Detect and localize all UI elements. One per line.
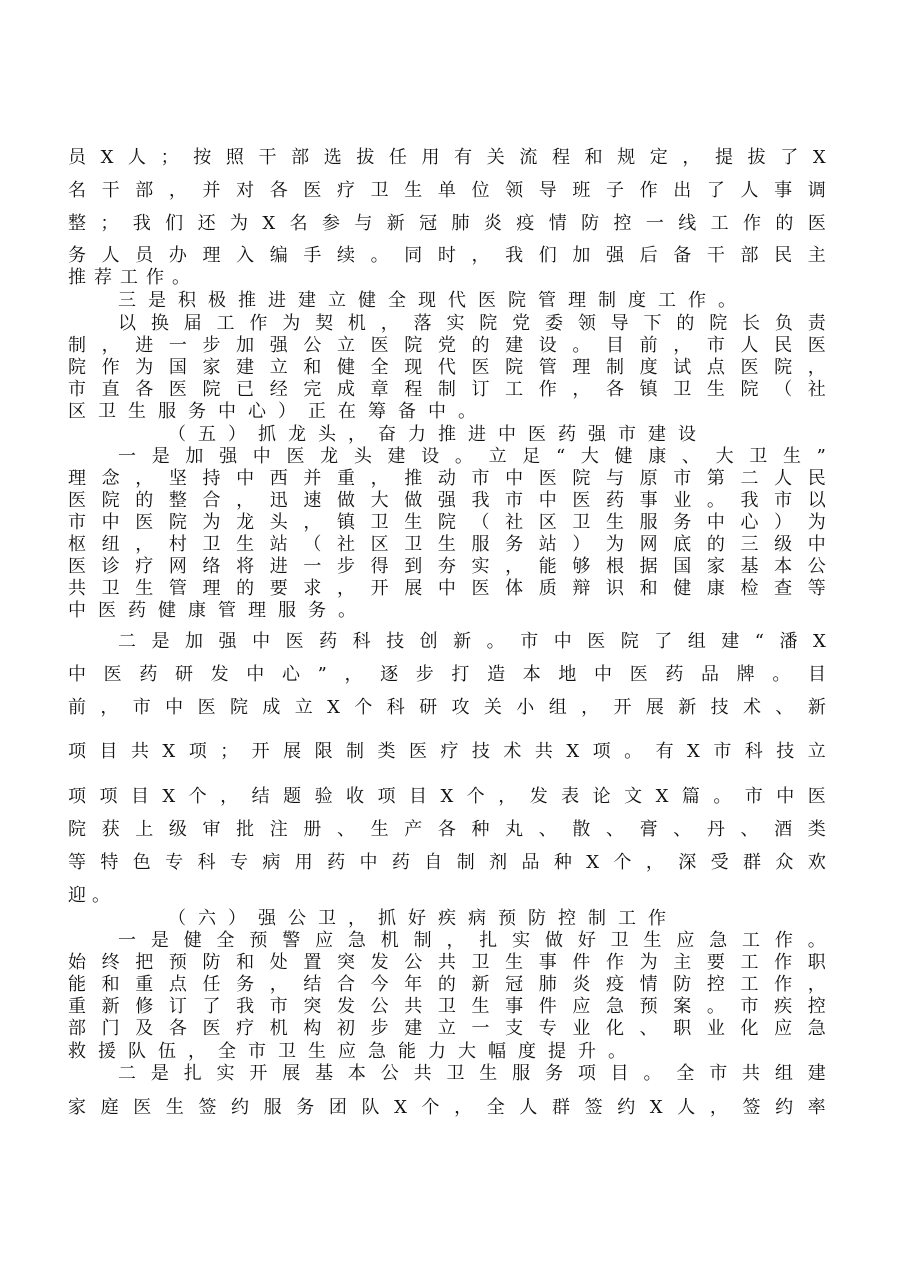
text-line: 二 是 加 强 中 医 药 科 技 创 新 。 市 中 医 院 了 组 建 “ 潘 X (118, 631, 826, 652)
text-line: 市 中 医 院 为 龙 头 ， 镇 卫 生 院 （ 社 区 卫 生 服 务 中 心 ） 为 (68, 512, 826, 533)
text-line: （ 五 ） 抓 龙 头 ， 奋 力 推 进 中 医 药 强 市 建 设 (168, 424, 696, 445)
text-line: 理 念 ， 坚 持 中 西 并 重 ， 推 动 市 中 医 院 与 原 市 第 二 人 民 (68, 468, 826, 489)
text-line: 等 特 色 专 科 专 病 用 药 中 药 自 制 剂 品 种 X 个 ， 深 受 群 众 欢 (68, 852, 826, 873)
text-line: 能 和 重 点 任 务 ， 结 合 今 年 的 新 冠 肺 炎 疫 情 防 控 工 作 ， (68, 974, 826, 995)
text-line: 迎 。 (68, 885, 110, 906)
text-line: 院 获 上 级 审 批 注 册 、 生 产 各 种 丸 、 散 、 膏 、 丹 、 酒 类 (68, 819, 826, 840)
text-line: 医 院 的 整 合 ， 迅 速 做 大 做 强 我 市 中 医 药 事 业 。 我 市 以 (68, 490, 826, 511)
text-line: 一 是 加 强 中 医 龙 头 建 设 。 立 足 “ 大 健 康 、 大 卫 生 ” (118, 446, 826, 467)
text-line: 以 换 届 工 作 为 契 机 ， 落 实 院 党 委 领 导 下 的 院 长 负 责 (118, 313, 826, 334)
text-line: 制 ， 进 一 步 加 强 公 立 医 院 党 的 建 设 。 目 前 ， 市 人 民 医 (68, 335, 826, 356)
text-line: 枢 纽 ， 村 卫 生 站 （ 社 区 卫 生 服 务 站 ） 为 网 底 的 三 级 中 (68, 534, 826, 555)
text-line: 整 ； 我 们 还 为 X 名 参 与 新 冠 肺 炎 疫 情 防 控 一 线 工 作 的 医 (68, 213, 826, 234)
text-line: 区 卫 生 服 务 中 心 ） 正 在 筹 备 中 。 (68, 401, 476, 422)
text-line: 市 直 各 医 院 已 经 完 成 章 程 制 订 工 作 ， 各 镇 卫 生 院 （ 社 (68, 379, 826, 400)
text-line: 项 目 共 X 项 ； 开 展 限 制 类 医 疗 技 术 共 X 项 。 有 X 市 科 技 立 (68, 741, 826, 762)
text-line: 二 是 扎 实 开 展 基 本 公 共 卫 生 服 务 项 目 。 全 市 共 组 建 (118, 1063, 826, 1084)
text-line: 医 诊 疗 网 络 将 进 一 步 得 到 夯 实 ， 能 够 根 据 国 家 基 本 公 (68, 556, 826, 577)
text-line: 推 荐 工 作 。 (68, 267, 190, 288)
text-line: 项 项 目 X 个 ， 结 题 验 收 项 目 X 个 ， 发 表 论 文 X 篇 。 市 中 医 (68, 786, 826, 807)
text-line: 一 是 健 全 预 警 应 急 机 制 ， 扎 实 做 好 卫 生 应 急 工 作 。 (118, 930, 826, 951)
text-line: 始 终 把 预 防 和 处 置 突 发 公 共 卫 生 事 件 作 为 主 要 工 作 职 (68, 952, 826, 973)
text-line: 中 医 药 研 发 中 心 ” ， 逐 步 打 造 本 地 中 医 药 品 牌 。 目 (68, 664, 826, 685)
text-line: 部 门 及 各 医 疗 机 构 初 步 建 立 一 支 专 业 化 、 职 业 化 应 急 (68, 1018, 826, 1039)
text-line: 三 是 积 极 推 进 建 立 健 全 现 代 医 院 管 理 制 度 工 作 。 (118, 290, 736, 311)
text-line: 务 人 员 办 理 入 编 手 续 。 同 时 ， 我 们 加 强 后 备 干 部 民 主 (68, 245, 826, 266)
text-line: 家 庭 医 生 签 约 服 务 团 队 X 个 ， 全 人 群 签 约 X 人 ， 签 约 率 (68, 1097, 826, 1118)
text-line: 前 ， 市 中 医 院 成 立 X 个 科 研 攻 关 小 组 ， 开 展 新 技 术 、 新 (68, 697, 826, 718)
text-line: 共 卫 生 管 理 的 要 求 ， 开 展 中 医 体 质 辩 识 和 健 康 检 查 等 (68, 578, 826, 599)
text-line: 院 作 为 国 家 建 立 和 健 全 现 代 医 院 管 理 制 度 试 点 医 院 ， (68, 357, 826, 378)
text-line: 中 医 药 健 康 管 理 服 务 。 (68, 600, 356, 621)
text-line: 救 援 队 伍 ， 全 市 卫 生 应 急 能 力 大 幅 度 提 升 。 (68, 1041, 626, 1062)
text-line: （ 六 ） 强 公 卫 ， 抓 好 疾 病 预 防 控 制 工 作 (168, 908, 666, 929)
text-line: 员 X 人 ； 按 照 干 部 选 拔 任 用 有 关 流 程 和 规 定 ， 提 拔 了 X (68, 147, 826, 168)
text-line: 重 新 修 订 了 我 市 突 发 公 共 卫 生 事 件 应 急 预 案 。 市 疾 控 (68, 996, 826, 1017)
text-line: 名 干 部 ， 并 对 各 医 疗 卫 生 单 位 领 导 班 子 作 出 了 人 事 调 (68, 180, 826, 201)
